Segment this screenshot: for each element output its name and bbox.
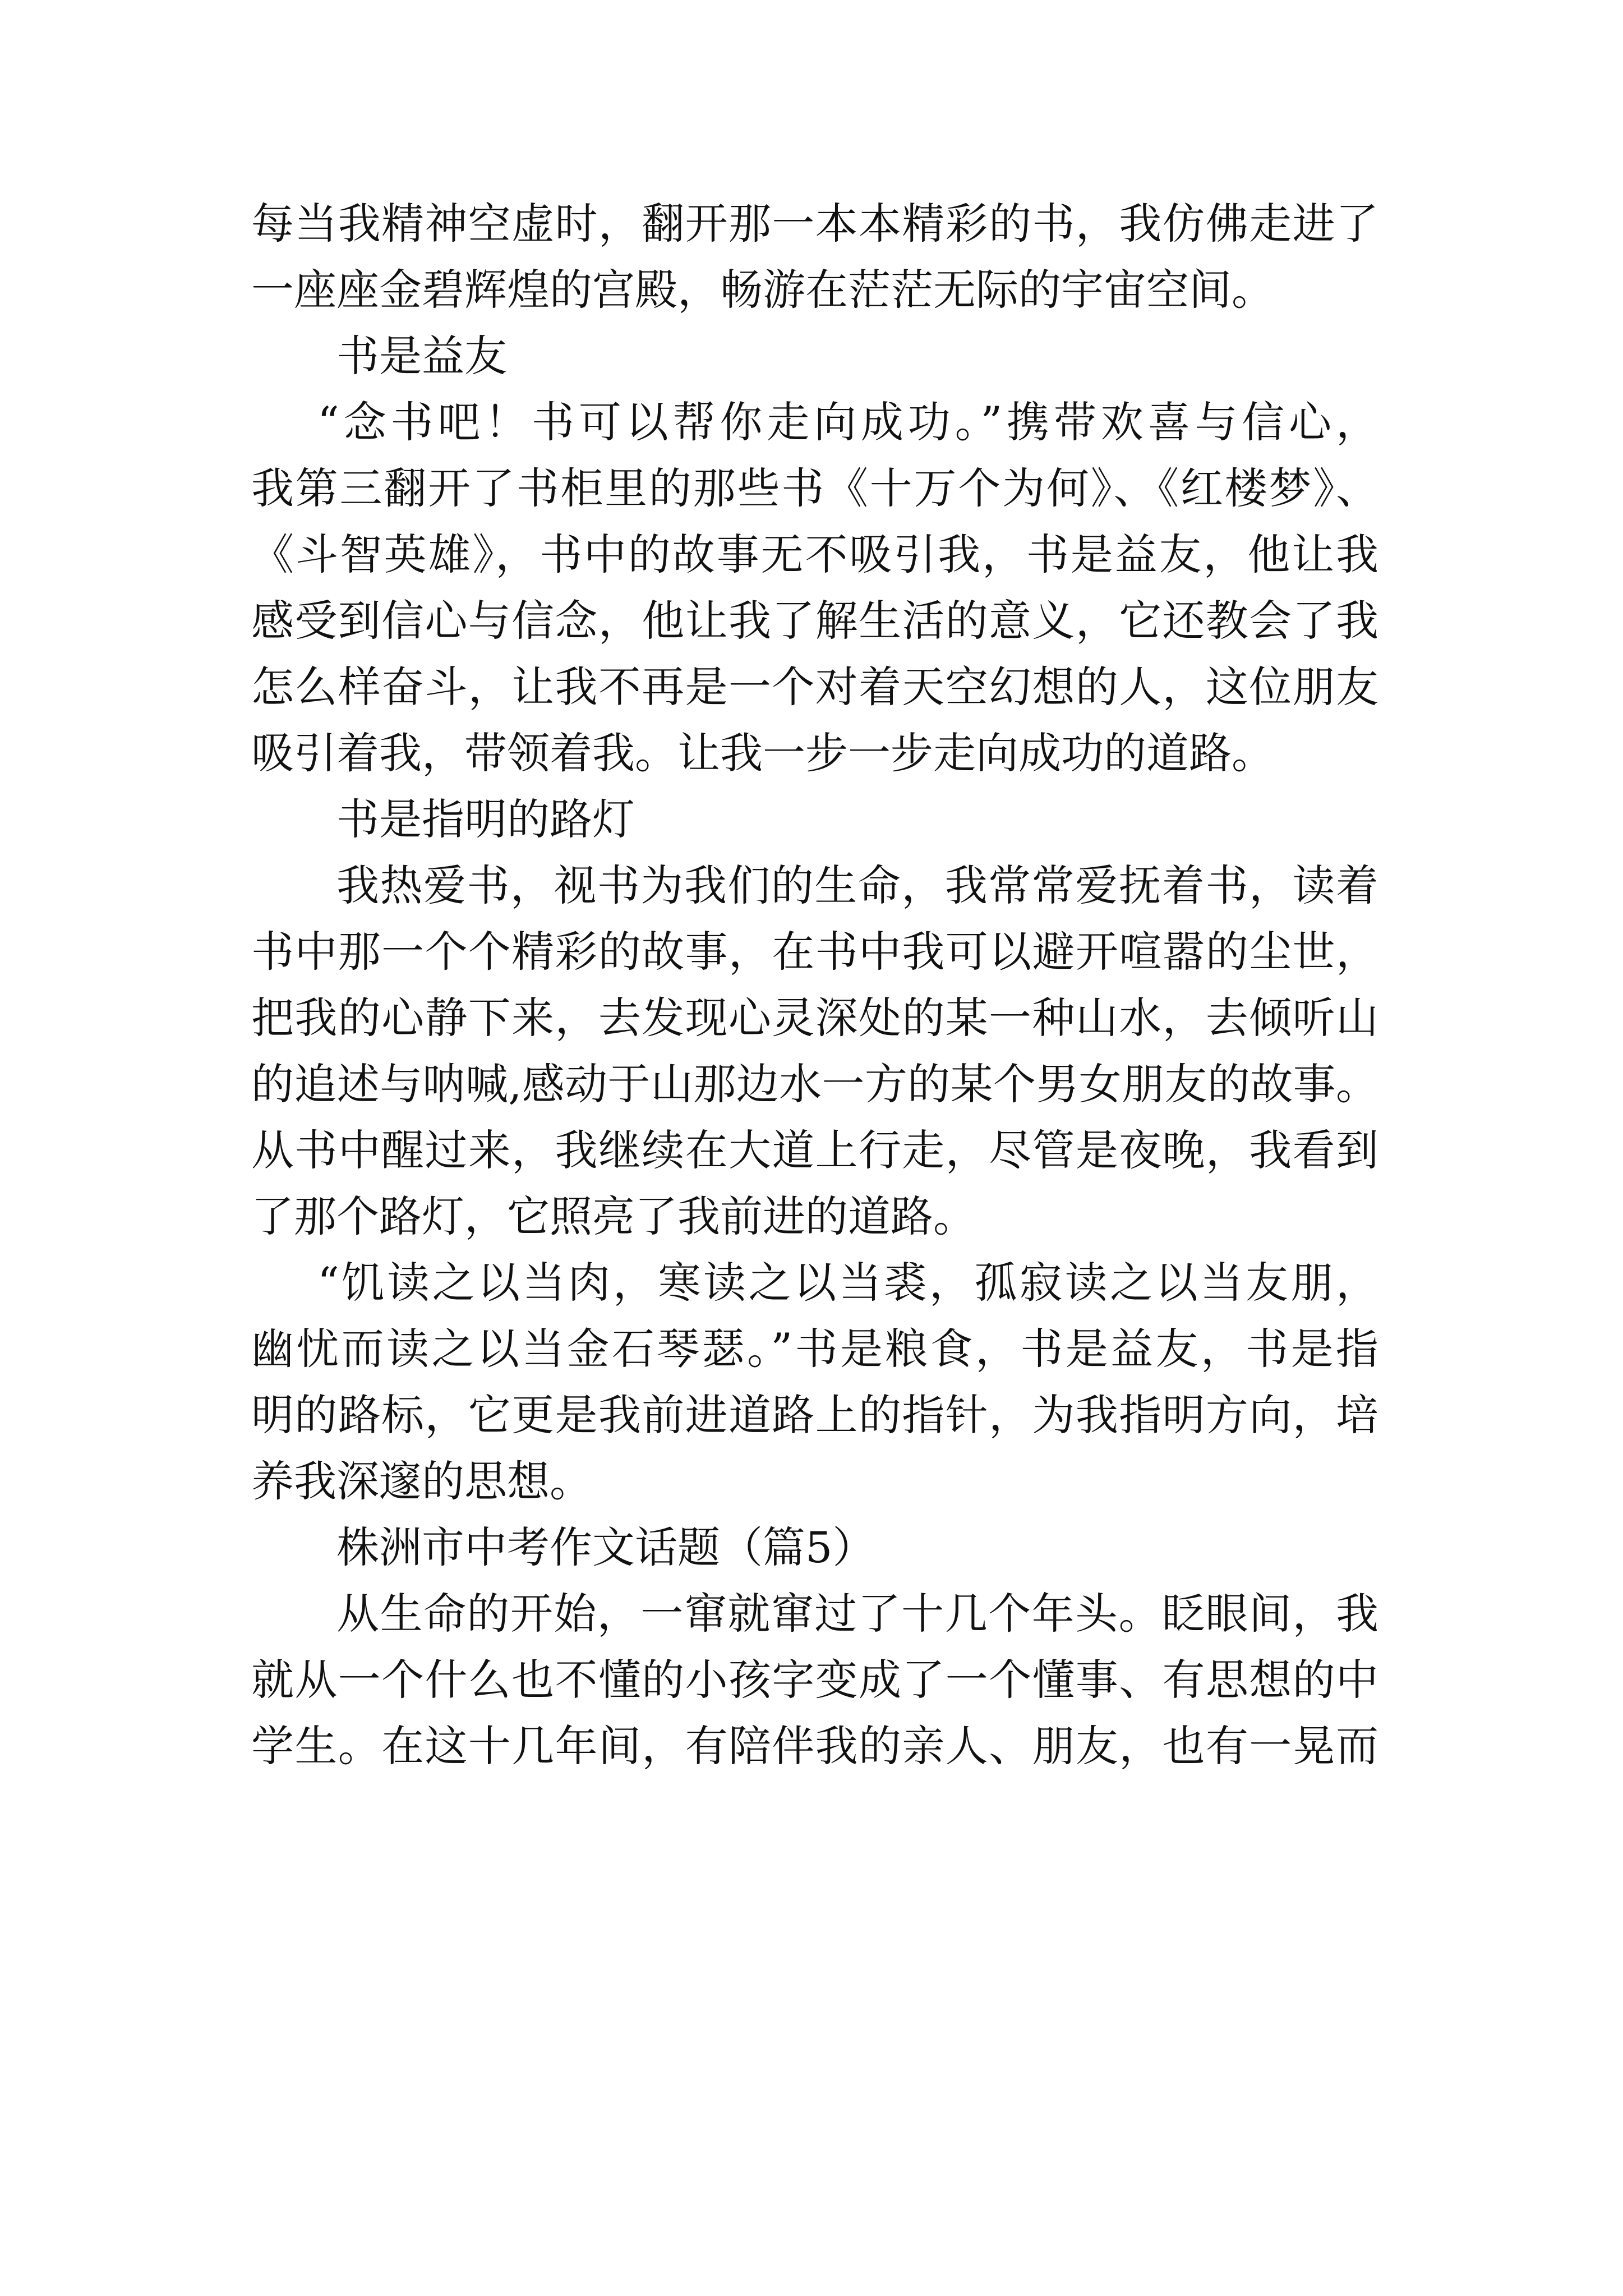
paragraph-line: 养我深邃的思想。 (251, 1456, 592, 1506)
paragraph-line: 把我的心静下来，去发现心灵深处的某一种山水，去倾听山 (251, 993, 1378, 1043)
section-heading: 书是益友 (336, 331, 507, 381)
paragraph-line: 《斗智英雄》，书中的故事无不吸引我，书是益友，他让我 (251, 530, 1378, 579)
paragraph-line: 从书中醒过来，我继续在大道上行走，尽管是夜晚，我看到 (251, 1125, 1378, 1175)
paragraph-line: “念书吧！书可以帮你走向成功。”携带欢喜与信心， (317, 397, 1378, 447)
paragraph-line: 幽忧而读之以当金石琴瑟。”书是粮食，书是益友，书是指 (251, 1324, 1378, 1374)
paragraph-line: “饥读之以当肉，寒读之以当裘，孤寂读之以当友朋， (317, 1258, 1378, 1308)
paragraph-line: 我第三翻开了书柜里的那些书《十万个为何》、《红楼梦》、 (251, 463, 1378, 513)
paragraph-line: 每当我精神空虚时，翻开那一本本精彩的书，我仿佛走进了 (251, 199, 1378, 249)
paragraph-line: 书中那一个个精彩的故事，在书中我可以避开喧嚣的尘世， (251, 927, 1378, 977)
essay-text (251, 191, 1378, 1779)
paragraph-line: 明的路标，它更是我前进道路上的指针，为我指明方向，培 (251, 1390, 1378, 1440)
paragraph-line: 吸引着我，带领着我。让我一步一步走向成功的道路。 (251, 728, 1274, 778)
paragraph-line: 感受到信心与信念，他让我了解生活的意义，它还教会了我 (251, 596, 1378, 646)
paragraph-line: 一座座金碧辉煌的宫殿，畅游在茫茫无际的宇宙空间。 (251, 265, 1274, 315)
paragraph-line: 怎么样奋斗，让我不再是一个对着天空幻想的人，这位朋友 (251, 662, 1378, 712)
section-heading: 株洲市中考作文话题（篇5） (336, 1522, 875, 1572)
paragraph-line: 就从一个什么也不懂的小孩字变成了一个懂事、有思想的中 (251, 1655, 1378, 1705)
paragraph-line: 了那个路灯，它照亮了我前进的道路。 (251, 1191, 976, 1241)
section-heading: 书是指明的路灯 (336, 794, 635, 844)
paragraph-line: 学生。在这十几年间，有陪伴我的亲人、朋友，也有一晃而 (251, 1721, 1378, 1771)
paragraph-line: 我热爱书，视书为我们的生命，我常常爱抚着书，读着 (336, 861, 1378, 910)
paragraph-line: 的追述与呐喊,感动于山那边水一方的某个男女朋友的故事。 (251, 1059, 1378, 1109)
paragraph-line: 从生命的开始，一窜就窜过了十几个年头。眨眼间，我 (336, 1589, 1378, 1639)
